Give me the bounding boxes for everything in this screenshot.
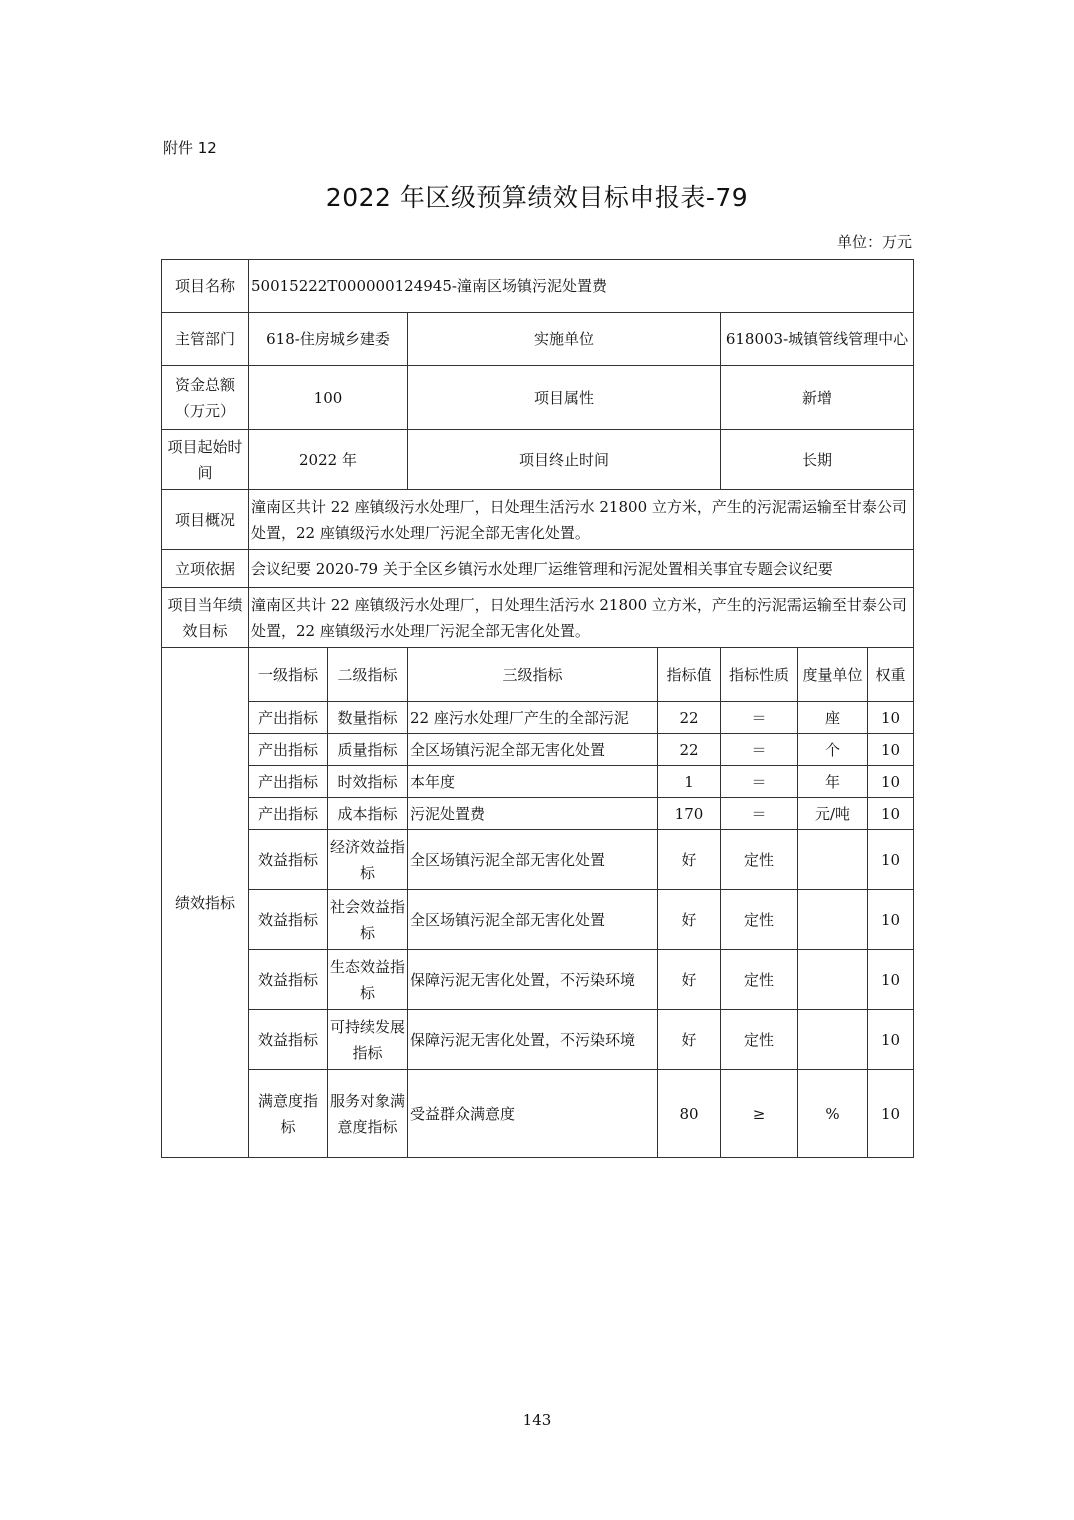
goal-value: 潼南区共计 22 座镇级污水处理厂，日处理生活污水 21800 立方米，产生的污泥需运输至甘泰公司处置，22 座镇级污水处理厂污泥全部无害化处置。 (249, 588, 914, 648)
cell-level3: 保障污泥无害化处置，不污染环境 (408, 1010, 658, 1070)
cell-unit: 年 (798, 766, 868, 798)
cell-nature: ＝ (721, 734, 798, 766)
cell-weight: 10 (868, 766, 914, 798)
header-nature: 指标性质 (721, 648, 798, 702)
goal-label: 项目当年绩效目标 (162, 588, 249, 648)
cell-level2: 质量指标 (328, 734, 408, 766)
cell-value: 22 (658, 734, 721, 766)
table-row (162, 830, 914, 890)
cell-level2: 生态效益指标 (328, 950, 408, 1010)
cell-weight: 10 (868, 1070, 914, 1158)
cell-level3: 全区场镇污泥全部无害化处置 (408, 890, 658, 950)
impl-label: 实施单位 (408, 313, 721, 366)
cell-weight: 10 (868, 702, 914, 734)
header-level1: 一级指标 (249, 648, 328, 702)
cell-level2: 时效指标 (328, 766, 408, 798)
cell-level1: 效益指标 (249, 830, 328, 890)
cell-level1: 效益指标 (249, 890, 328, 950)
cell-level2: 经济效益指标 (328, 830, 408, 890)
cell-unit: 座 (798, 702, 868, 734)
header-unit: 度量单位 (798, 648, 868, 702)
cell-level1: 效益指标 (249, 1010, 328, 1070)
attachment-label: 附件 12 (163, 139, 217, 157)
indicators-section-label: 绩效指标 (162, 648, 249, 1158)
basis-value: 会议纪要 2020-79 关于全区乡镇污水处理厂运维管理和污泥处置相关事宜专题会议纪要 (249, 550, 914, 588)
performance-table (161, 259, 914, 1158)
cell-unit (798, 830, 868, 890)
cell-level3: 污泥处置费 (408, 798, 658, 830)
cell-value: 1 (658, 766, 721, 798)
cell-level1: 产出指标 (249, 798, 328, 830)
cell-level2: 数量指标 (328, 702, 408, 734)
header-value: 指标值 (658, 648, 721, 702)
start-value: 2022 年 (249, 430, 408, 490)
table-row (162, 950, 914, 1010)
cell-nature: 定性 (721, 830, 798, 890)
dept-value: 618-住房城乡建委 (249, 313, 408, 366)
cell-value: 170 (658, 798, 721, 830)
cell-weight: 10 (868, 890, 914, 950)
cell-value: 22 (658, 702, 721, 734)
cell-value: 好 (658, 1010, 721, 1070)
cell-nature: 定性 (721, 1010, 798, 1070)
basis-label: 立项依据 (162, 550, 249, 588)
table-row (162, 702, 914, 734)
cell-level1: 产出指标 (249, 766, 328, 798)
page-title: 2022 年区级预算绩效目标申报表-79 (325, 183, 749, 212)
cell-value: 好 (658, 950, 721, 1010)
project-name-label: 项目名称 (162, 260, 249, 313)
start-label: 项目起始时间 (162, 430, 249, 490)
cell-nature: ≥ (721, 1070, 798, 1158)
table-row (162, 1010, 914, 1070)
cell-level3: 全区场镇污泥全部无害化处置 (408, 830, 658, 890)
cell-nature: 定性 (721, 890, 798, 950)
cell-unit (798, 950, 868, 1010)
cell-unit (798, 1010, 868, 1070)
cell-level2: 成本指标 (328, 798, 408, 830)
cell-weight: 10 (868, 798, 914, 830)
cell-nature: ＝ (721, 702, 798, 734)
fund-label: 资金总额（万元） (162, 366, 249, 430)
cell-value: 好 (658, 830, 721, 890)
table-row (162, 766, 914, 798)
end-value: 长期 (721, 430, 914, 490)
page-number: 143 (522, 1411, 552, 1429)
header-level3: 三级指标 (408, 648, 658, 702)
impl-value: 618003-城镇管线管理中心 (721, 313, 914, 366)
cell-unit: 个 (798, 734, 868, 766)
cell-unit: 元/吨 (798, 798, 868, 830)
cell-level3: 受益群众满意度 (408, 1070, 658, 1158)
cell-level3: 保障污泥无害化处置，不污染环境 (408, 950, 658, 1010)
table-row (162, 734, 914, 766)
cell-level2: 可持续发展指标 (328, 1010, 408, 1070)
cell-weight: 10 (868, 830, 914, 890)
cell-unit: % (798, 1070, 868, 1158)
cell-level3: 全区场镇污泥全部无害化处置 (408, 734, 658, 766)
dept-label: 主管部门 (162, 313, 249, 366)
table-row (162, 798, 914, 830)
overview-value: 潼南区共计 22 座镇级污水处理厂，日处理生活污水 21800 立方米，产生的污泥需运输至甘泰公司处置，22 座镇级污水处理厂污泥全部无害化处置。 (249, 490, 914, 550)
unit-label: 单位：万元 (836, 233, 912, 251)
overview-label: 项目概况 (162, 490, 249, 550)
fund-value: 100 (249, 366, 408, 430)
cell-nature: 定性 (721, 950, 798, 1010)
header-level2: 二级指标 (328, 648, 408, 702)
table-row (162, 1070, 914, 1158)
cell-level1: 满意度指标 (249, 1070, 328, 1158)
attr-value: 新增 (721, 366, 914, 430)
cell-nature: ＝ (721, 798, 798, 830)
cell-unit (798, 890, 868, 950)
cell-level3: 22 座污水处理厂产生的全部污泥 (408, 702, 658, 734)
cell-weight: 10 (868, 950, 914, 1010)
table-row (162, 890, 914, 950)
end-label: 项目终止时间 (408, 430, 721, 490)
cell-level1: 效益指标 (249, 950, 328, 1010)
cell-level2: 服务对象满意度指标 (328, 1070, 408, 1158)
cell-weight: 10 (868, 734, 914, 766)
cell-level3: 本年度 (408, 766, 658, 798)
cell-weight: 10 (868, 1010, 914, 1070)
cell-value: 好 (658, 890, 721, 950)
cell-value: 80 (658, 1070, 721, 1158)
cell-level1: 产出指标 (249, 734, 328, 766)
header-weight: 权重 (868, 648, 914, 702)
attr-label: 项目属性 (408, 366, 721, 430)
cell-nature: ＝ (721, 766, 798, 798)
cell-level1: 产出指标 (249, 702, 328, 734)
project-name-value: 50015222T000000124945-潼南区场镇污泥处置费 (249, 260, 914, 313)
cell-level2: 社会效益指标 (328, 890, 408, 950)
